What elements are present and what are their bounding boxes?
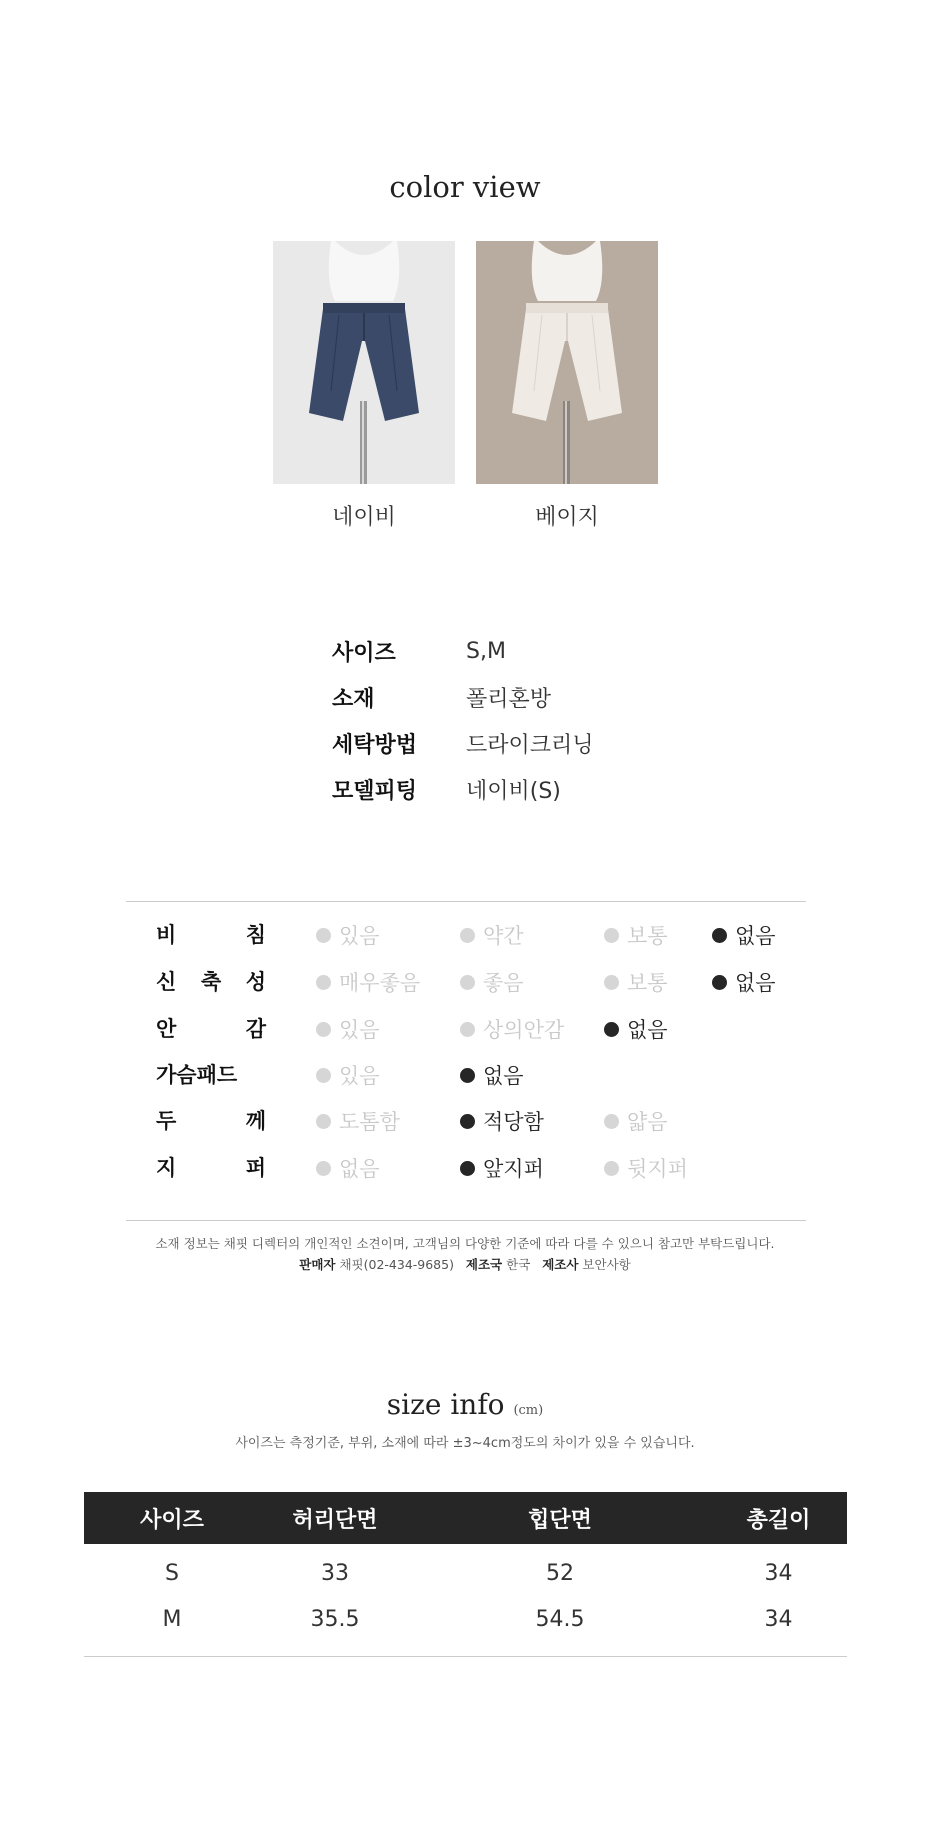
- rating-row: [126, 912, 806, 958]
- radio-dot-icon: [316, 1161, 331, 1176]
- rating-label-char: 두: [156, 1109, 177, 1133]
- rating-label-char: 지: [156, 1156, 177, 1180]
- rating-row: [126, 1145, 806, 1191]
- cell-waist: 35.5: [310, 1606, 360, 1632]
- rating-label: [156, 1052, 266, 1098]
- size-info-title: [0, 1388, 930, 1421]
- radio-dot-icon: [316, 928, 331, 943]
- spec-value: S,M: [466, 638, 506, 664]
- fabric-rating-table: [126, 901, 806, 1221]
- rating-option: [460, 1006, 564, 1052]
- radio-dot-icon: [460, 1161, 475, 1176]
- rating-option-label: 없음: [339, 1157, 380, 1181]
- rating-label-char: 성: [245, 970, 266, 994]
- rating-option-label: 없음: [735, 971, 776, 995]
- radio-dot-icon: [316, 1068, 331, 1083]
- rating-option: [604, 1006, 668, 1052]
- size-table-header: [84, 1492, 847, 1544]
- seller-value: 채핏(02-434-9685): [339, 1257, 454, 1272]
- size-info-subtitle: 사이즈는 측정기준, 부위, 소재에 따라 ±3~4cm정도의 차이가 있을 수 있습니다.: [235, 1436, 695, 1451]
- rating-option-label: 뒷지퍼: [627, 1157, 688, 1181]
- rating-option-label: 없음: [735, 924, 776, 948]
- rating-option: [316, 959, 420, 1005]
- rating-option-label: 있음: [339, 1064, 380, 1088]
- rating-option: [604, 1145, 688, 1191]
- notice-line: 소재 정보는 채핏 디렉터의 개인적인 소견이며, 고객님의 다양한 기준에 따라 다를 수 있으니 참고만 부탁드립니다.: [155, 1236, 775, 1251]
- radio-dot-icon: [316, 975, 331, 990]
- radio-dot-icon: [604, 1022, 619, 1037]
- radio-dot-icon: [460, 1022, 475, 1037]
- header-waist: 허리단면: [292, 1507, 378, 1533]
- rating-option: [316, 1098, 400, 1144]
- rating-option-label: 보통: [627, 971, 668, 995]
- rating-label-char: 비: [156, 923, 177, 947]
- rating-option: [712, 959, 776, 1005]
- radio-dot-icon: [316, 1114, 331, 1129]
- rating-option: [316, 1052, 380, 1098]
- spec-value: 네이비(S): [466, 778, 561, 804]
- rating-label-char: 께: [245, 1109, 266, 1133]
- cell-length: 34: [764, 1606, 793, 1632]
- rating-option: [316, 912, 380, 958]
- rating-option: [712, 912, 776, 958]
- table-row: [84, 1596, 847, 1642]
- rating-label: [156, 912, 266, 958]
- rating-label-char: 침: [245, 923, 266, 947]
- rating-option: [316, 1145, 380, 1191]
- rating-option-label: 없음: [483, 1064, 524, 1088]
- header-hip: 힙단면: [528, 1507, 592, 1533]
- rating-option: [460, 1052, 524, 1098]
- rating-option-label: 적당함: [483, 1110, 544, 1134]
- rating-label-char: 신: [156, 970, 177, 994]
- spec-row-model-fit: [332, 766, 594, 812]
- rating-label: [156, 1145, 266, 1191]
- spec-value: 폴리혼방: [466, 686, 552, 712]
- radio-dot-icon: [316, 1022, 331, 1037]
- rating-option-label: 있음: [339, 1018, 380, 1042]
- spec-row-size: [332, 628, 594, 674]
- cell-hip: 52: [546, 1560, 574, 1586]
- radio-dot-icon: [460, 1068, 475, 1083]
- size-info-unit: (cm): [513, 1403, 544, 1418]
- rating-option-label: 없음: [627, 1018, 668, 1042]
- country-value: 한국: [506, 1257, 531, 1272]
- radio-dot-icon: [604, 1161, 619, 1176]
- rating-label: [156, 1006, 266, 1052]
- size-table-body: [84, 1544, 847, 1656]
- radio-dot-icon: [460, 928, 475, 943]
- table-row: [84, 1550, 847, 1596]
- color-name-beige: 베이지: [535, 505, 599, 530]
- cell-waist: 33: [321, 1560, 349, 1586]
- spec-value: 드라이크리닝: [466, 732, 594, 758]
- product-spec-list: [332, 628, 594, 812]
- rating-label-char: 감: [245, 1017, 266, 1041]
- spec-row-washing: [332, 720, 594, 766]
- rating-option-label: 앞지퍼: [483, 1157, 544, 1181]
- spec-key: 세탁방법: [332, 732, 418, 758]
- rating-row: [126, 1006, 806, 1052]
- rating-option-label: 있음: [339, 924, 380, 948]
- rating-option: [604, 1098, 668, 1144]
- spec-key: 사이즈: [332, 640, 396, 666]
- rating-row: [126, 959, 806, 1005]
- spec-key: 소재: [332, 686, 375, 712]
- rating-label-char: 축: [200, 970, 222, 994]
- seller-info: [0, 1254, 930, 1275]
- radio-dot-icon: [604, 1114, 619, 1129]
- rating-option: [460, 912, 524, 958]
- color-name-navy: 네이비: [332, 505, 396, 530]
- cell-hip: 54.5: [535, 1606, 585, 1632]
- rating-option-label: 좋음: [483, 971, 524, 995]
- header-length: 총길이: [746, 1507, 811, 1533]
- maker-label: 제조사: [542, 1257, 579, 1272]
- rating-option-label: 매우좋음: [339, 971, 421, 995]
- color-view-title: color view: [389, 170, 541, 204]
- rating-option: [460, 1145, 544, 1191]
- rating-option: [604, 959, 668, 1005]
- radio-dot-icon: [460, 1114, 475, 1129]
- rating-option: [604, 912, 668, 958]
- rating-label-char: 퍼: [245, 1156, 266, 1180]
- cell-length: 34: [764, 1560, 793, 1586]
- spec-row-material: [332, 674, 594, 720]
- size-info-title-text: size info: [386, 1388, 505, 1421]
- radio-dot-icon: [604, 975, 619, 990]
- rating-label-char: 가슴패드: [156, 1063, 238, 1087]
- rating-label: [156, 1098, 266, 1144]
- rating-label: [156, 959, 266, 1005]
- cell-size: M: [162, 1606, 182, 1632]
- rating-option: [460, 1098, 544, 1144]
- material-notice: [0, 1233, 930, 1275]
- rating-option-label: 도톰함: [339, 1110, 400, 1134]
- rating-label-char: 안: [156, 1017, 177, 1041]
- rating-option: [316, 1006, 380, 1052]
- rating-option-label: 상의안감: [483, 1018, 565, 1042]
- country-label: 제조국: [465, 1257, 503, 1272]
- beige-shorts-photo: [476, 241, 658, 484]
- seller-label: 판매자: [299, 1257, 336, 1272]
- radio-dot-icon: [460, 975, 475, 990]
- rating-row: [126, 1052, 806, 1098]
- rating-option: [460, 959, 524, 1005]
- header-size: 사이즈: [140, 1507, 204, 1533]
- radio-dot-icon: [712, 928, 727, 943]
- rating-option-label: 보통: [627, 924, 668, 948]
- radio-dot-icon: [712, 975, 727, 990]
- rating-option-label: 약간: [483, 924, 524, 948]
- size-table: [84, 1492, 847, 1657]
- spec-key: 모델피팅: [332, 778, 418, 804]
- rating-option-label: 얇음: [627, 1110, 668, 1134]
- navy-shorts-photo: [273, 241, 455, 484]
- maker-value: 보안사항: [582, 1257, 631, 1272]
- radio-dot-icon: [604, 928, 619, 943]
- cell-size: S: [165, 1560, 179, 1586]
- rating-row: [126, 1098, 806, 1144]
